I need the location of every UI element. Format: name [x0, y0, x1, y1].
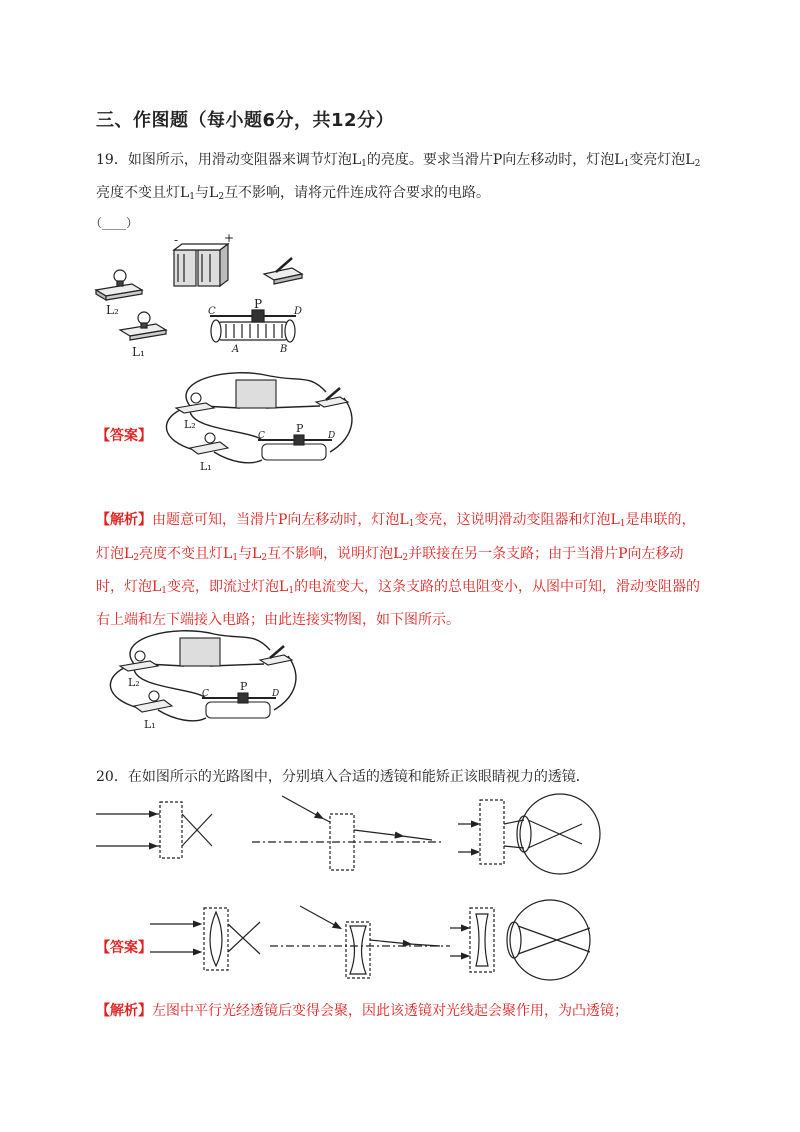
q20-answer-optics-figure: [150, 900, 610, 980]
svg-text:D: D: [328, 431, 336, 441]
svg-text:C: C: [208, 306, 216, 317]
q19-analysis-line1: 【解析】由题意可知，当滑片P向左移动时，灯泡$L_1$变亮，这说明滑动变阻器和灯泡$L_1$是串联的，: [96, 512, 696, 529]
q19-line1: 19．如图所示，用滑动变阻器来调节灯泡$L_1$的亮度。要求当滑片P向左移动时，灯泡$L_1$变亮灯泡$L_2$: [96, 152, 701, 169]
label-p: P: [254, 297, 263, 311]
label-l1: L₁: [132, 345, 145, 359]
svg-text:D: D: [294, 306, 303, 317]
svg-text:P: P: [296, 422, 304, 435]
q20-answer-label: 【答案】: [96, 940, 152, 956]
q19-line2: 亮度不变且灯$L_1$与$L_2$互不影响，请将元件连成符合要求的电路。: [96, 185, 491, 202]
svg-text:L₂: L₂: [184, 418, 196, 431]
svg-text:C: C: [202, 689, 209, 699]
label-l2: L₂: [106, 303, 119, 317]
q20-question-optics-figure: [92, 790, 612, 870]
q20-question-text: 20．在如图所示的光路图中，分别填入合适的透镜和能矫正该眼睛视力的透镜．: [96, 769, 590, 785]
svg-text:P: P: [240, 680, 248, 693]
q19-circuit-components-figure: [92, 232, 322, 362]
section-title: 三、作图题（每小题6分，共12分）: [96, 110, 395, 131]
svg-text:L₁: L₁: [200, 460, 212, 473]
q19-analysis-line2: 灯泡$L_2$亮度不变且灯$L_1$与$L_2$互不影响，说明灯泡$L_2$并联接在另一条支路；由于当滑片P向左移动: [96, 546, 684, 563]
q19-analysis-line4: 右上端和左下端接入电路；由此连接实物图，如下图所示。: [96, 612, 460, 628]
q19-analysis-circuit-figure: [94, 630, 304, 730]
svg-text:B: B: [280, 344, 288, 355]
svg-text:C: C: [258, 431, 265, 441]
q19-analysis-line3: 时，灯泡$L_1$变亮，即流过灯泡$L_1$的电流变大，这条支路的总电阻变小，从图中可知，滑动变阻器的: [96, 579, 701, 596]
svg-text:+: +: [224, 231, 235, 245]
svg-text:D: D: [272, 689, 280, 699]
svg-text:L₁: L₁: [144, 718, 156, 731]
q20-analysis-line1: 【解析】左图中平行光经透镜后变得会聚，因此该透镜对光线起会聚作用，为凸透镜；: [96, 1003, 628, 1019]
q19-answer-circuit-figure: [150, 370, 360, 472]
svg-text:-: -: [174, 233, 179, 247]
svg-text:L₂: L₂: [128, 676, 140, 689]
q19-answer-label: 【答案】: [96, 428, 152, 444]
svg-text:A: A: [232, 344, 240, 355]
answer-blank: （____）: [90, 216, 139, 230]
